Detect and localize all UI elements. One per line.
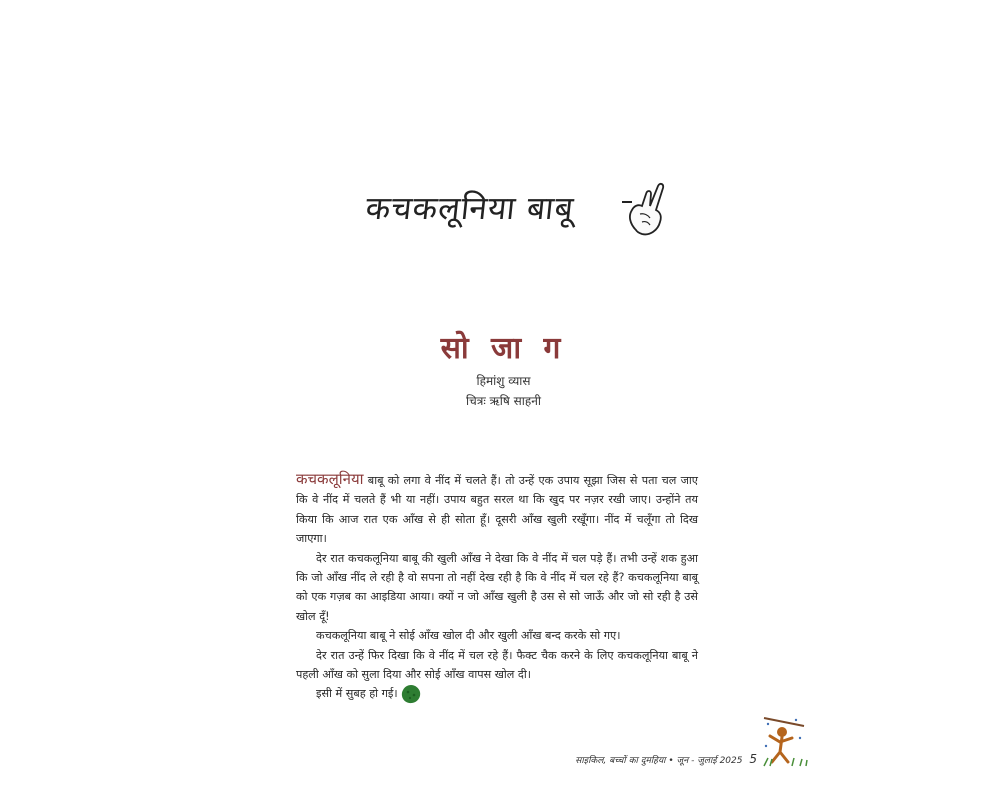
paragraph-text: इसी में सुबह हो गई। <box>316 687 398 701</box>
page-number: 5 <box>749 752 757 766</box>
story-paragraph: देर रात उन्हें फिर दिखा कि वे नींद में चल रहे हैं। फैक्ट चैक करने के लिए कचकलूनिया बाबू ने पहली आँख को सुला दिया और सोई आँख वापस खोल दी। <box>296 648 698 682</box>
story-paragraph: देर रात कचकलूनिया बाबू की खुली आँख ने देखा कि वे नींद में चल पड़े हैं। तभी उन्हें शक हुआ कि जो आँख नींद ले रही है वो सपना तो नहीं देख रही है कि वे नींद में चल रहे हैं? कचकलूनिया बाबू को एक गज़ब का आइडिया आया। क्यों न जो आँख खुली है उस से सो जाऊँ और जो सो रही है उसे खोल दूँ! <box>296 551 698 623</box>
running-figure-illustration <box>760 716 810 770</box>
story-title: सो जा ग <box>440 331 567 366</box>
illustrator-byline: चित्रः ऋषि साहनी <box>465 394 542 408</box>
story-paragraph <box>296 470 698 549</box>
lead-word: कचकलूनिया <box>296 470 364 488</box>
paragraph-text: बाबू को लगा वे नींद में चलते हैं। तो उन्हें एक उपाय सूझा जिस से पता चल जाए कि वे नींद में चलते हैं भी या नहीं। उपाय बहुत सरल था कि खुद पर नज़र रखी जाए। उन्होंने तय किया कि आज रात एक आँख से ही सोता हूँ। दूसरी आँख खुली रखूँगा। नींद में चलूँगा तो दिख जाएगा। <box>296 474 698 546</box>
story-paragraph: कचकलूनिया बाबू ने सोई आँख खोल दी और खुली आँख बन्द करके सो गए। <box>316 629 621 643</box>
story-paragraph <box>296 684 698 704</box>
series-title-banner <box>362 172 672 248</box>
series-title-text: कचकलूनिया बाबू <box>363 189 577 227</box>
green-blob-icon <box>401 684 421 704</box>
story-body <box>296 470 698 704</box>
hand-gesture-icon <box>620 180 670 240</box>
author-byline: हिमांशु व्यास <box>476 374 531 388</box>
publication-info: साइकिल, बच्चों का दुमहिया • जून - जुलाई 2025 <box>575 756 743 766</box>
page-footer <box>575 752 757 766</box>
